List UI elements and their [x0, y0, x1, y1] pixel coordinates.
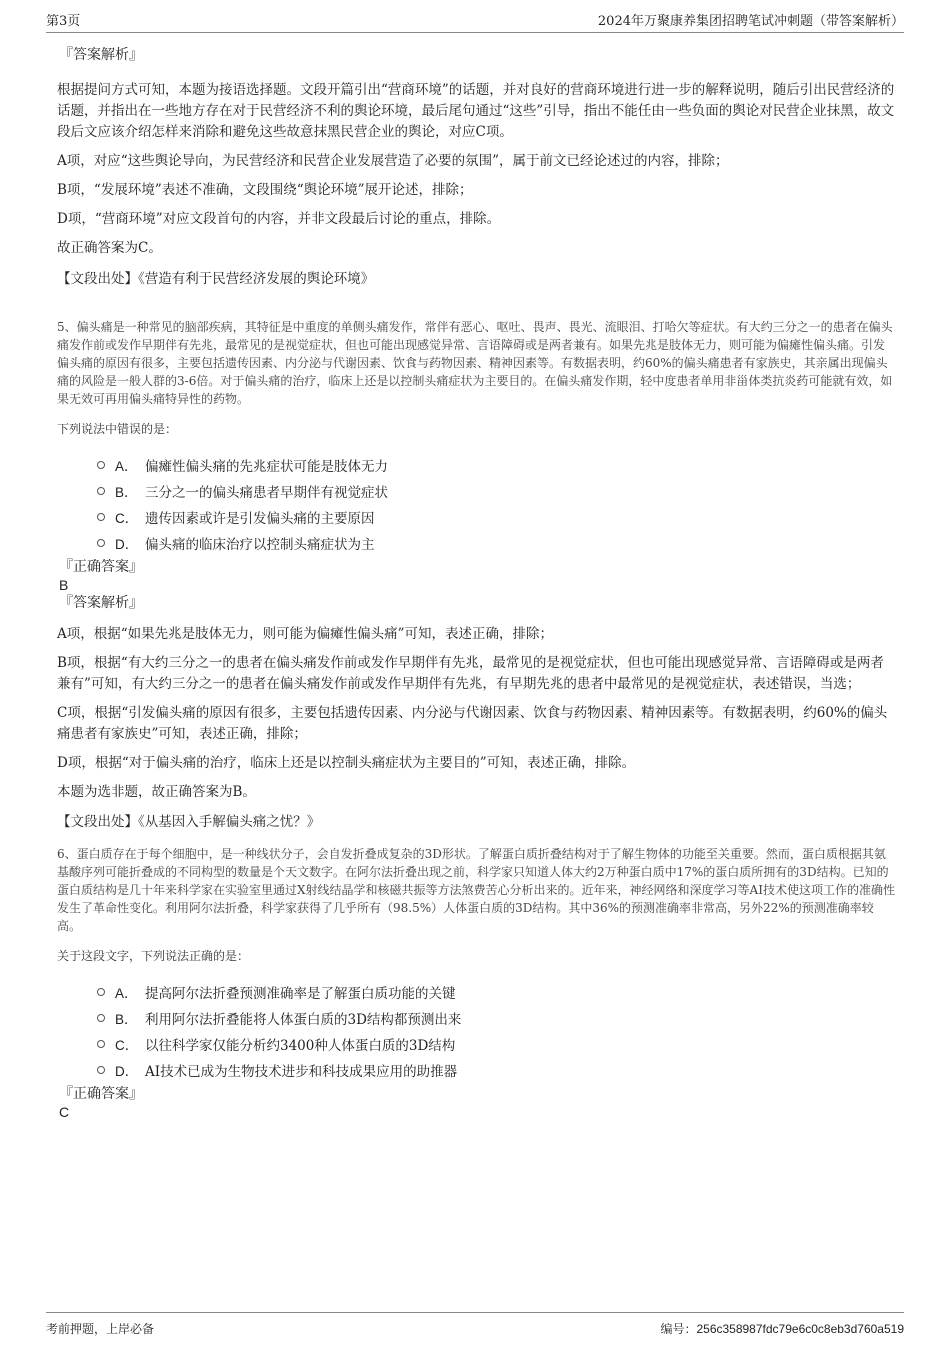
- q5-conclusion: 本题为选非题，故正确答案为B。: [57, 784, 256, 800]
- q5-answer: B: [59, 577, 69, 593]
- q4-conclusion: 故正确答案为C。: [57, 240, 162, 256]
- q6-passage: 6、蛋白质存在于每个细胞中，是一种线状分子，会自发折叠成复杂的3D形状。了解蛋白质折叠结构对于了解生物体的功能至关重要。然而，蛋白质根据其氨基酸序列可能折叠成的不同构型的数量是个天文数字。在阿尔法折叠出现之前，科学家只知道人体大约2万种蛋白质中17%的蛋白质所拥有的3D结构。已知的蛋白质结构是几十年来科学家在实验室里通过X射线结晶学和核磁共振等方法煞费苦心分析出来的。近年来，神经网络和深度学习等AI技术使这项工作的准确性发生了革命性变化。利用阿尔法折叠，科学家获得了几乎所有（98.5%）人体蛋白质的3D结构。其中36%的预测准确率非常高，另外22%的预测准确率较高。: [57, 847, 895, 933]
- q6-option-d[interactable]: D． AI技术已成为生物技术进步和科技成果应用的助推器: [97, 1057, 895, 1083]
- radio-icon[interactable]: [97, 487, 105, 495]
- radio-icon[interactable]: [97, 1014, 105, 1022]
- radio-icon[interactable]: [97, 1040, 105, 1048]
- q5-analysis-a: A项，根据“如果先兆是肢体无力，则可能为偏瘫性偏头痛”可知，表述正确，排除；: [57, 626, 554, 642]
- q5-question: 下列说法中错误的是：: [57, 422, 178, 436]
- q5-analysis-d: D项，根据“对于偏头痛的治疗，临床上还是以控制头痛症状为主要目的”可知，表述正确，排除。: [57, 755, 636, 771]
- q5-option-b[interactable]: B． 三分之一的偏头痛患者早期伴有视觉症状: [97, 478, 895, 504]
- q5-option-a[interactable]: A． 偏瘫性偏头痛的先兆症状可能是肢体无力: [97, 452, 895, 478]
- q5-option-c[interactable]: C． 遗传因素或许是引发偏头痛的主要原因: [97, 504, 895, 530]
- q4-analysis-main: 根据提问方式可知，本题为接语选择题。文段开篇引出“营商环境”的话题，并对良好的营商环境进行进一步的解释说明，随后引出民营经济的话题，并指出在一些地方存在对于民营经济不利的舆论环境，最后尾句通过“这些”引导，指出不能任由一些负面的舆论对民营企业抹黑，故文段后文应该介绍怎样来消除和避免这些故意抹黑民营企业的舆论，对应C项。: [57, 82, 895, 140]
- radio-icon[interactable]: [97, 513, 105, 521]
- q5-option-d[interactable]: D． 偏头痛的临床治疗以控制头痛症状为主: [97, 530, 895, 556]
- q5-options: [97, 452, 895, 556]
- q6-question: 关于这段文字，下列说法正确的是：: [57, 949, 250, 963]
- radio-icon[interactable]: [97, 988, 105, 996]
- document-title: 2024年万聚康养集团招聘笔试冲刺题（带答案解析）: [597, 14, 904, 29]
- page-footer: [46, 1312, 904, 1337]
- radio-icon[interactable]: [97, 539, 105, 547]
- q6-option-c[interactable]: C． 以往科学家仅能分析约3400种人体蛋白质的3D结构: [97, 1031, 895, 1057]
- q5-source: 【文段出处】《从基因入手解偏头痛之忧？》: [57, 814, 321, 830]
- q6-options: [97, 979, 895, 1083]
- q4-source: 【文段出处】《营造有利于民营经济发展的舆论环境》: [57, 271, 375, 287]
- document-body: [57, 46, 895, 1121]
- radio-icon[interactable]: [97, 461, 105, 469]
- page-header: [46, 10, 904, 33]
- footer-code: 编号：256c358987fdc79e6c0c8eb3d760a519: [660, 1322, 904, 1336]
- q6-answer: C: [59, 1104, 70, 1120]
- q5-analysis-b: B项，根据“有大约三分之一的患者在偏头痛发作前或发作早期伴有先兆，最常见的是视觉症状，但也可能出现感觉异常、言语障碍或是两者兼有”可知，有大约三分之一的患者在偏头痛发作前或发作早期伴有先兆，有早期先兆的患者中最常见的是视觉症状，表述错误，当选；: [57, 655, 884, 692]
- footer-slogan: 考前押题，上岸必备: [46, 1322, 155, 1336]
- q5-analysis-label: 『答案解析』: [59, 595, 143, 611]
- q4-analysis-b: B项，“发展环境”表述不准确，文段围绕“舆论环境”展开论述，排除；: [57, 182, 473, 198]
- q6-option-a[interactable]: A． 提高阿尔法折叠预测准确率是了解蛋白质功能的关键: [97, 979, 895, 1005]
- q6-answer-label: 『正确答案』: [59, 1086, 143, 1102]
- q5-passage: 5、偏头痛是一种常见的脑部疾病，其特征是中重度的单侧头痛发作，常伴有恶心、呕吐、畏声、畏光、流眼泪、打哈欠等症状。有大约三分之一的患者在偏头痛发作前或发作早期伴有先兆，最常见的是视觉症状，但也可能出现感觉异常、言语障碍或是两者兼有。如果先兆是肢体无力，则可能为偏瘫性偏头痛。引发偏头痛的原因有很多，主要包括遗传因素、内分泌与代谢因素、饮食与药物因素、精神因素等。有数据表明，约60%的偏头痛患者有家族史，其亲属出现偏头痛的风险是一般人群的3-6倍。对于偏头痛的治疗，临床上还是以控制头痛症状为主要目的。在偏头痛发作期，轻中度患者单用非甾体类抗炎药可能就有效，如果无效可再用偏头痛特异性的药物。: [57, 320, 893, 406]
- q4-analysis-a: A项，对应“这些舆论导向，为民营经济和民营企业发展营造了必要的氛围”，属于前文已经论述过的内容，排除；: [57, 153, 729, 169]
- radio-icon[interactable]: [97, 1066, 105, 1074]
- q4-analysis-d: D项，“营商环境”对应文段首句的内容，并非文段最后讨论的重点，排除。: [57, 211, 501, 227]
- q5-answer-label: 『正确答案』: [59, 559, 143, 575]
- page-number: 第3页: [46, 14, 81, 29]
- q5-analysis-c: C项，根据“引发偏头痛的原因有很多，主要包括遗传因素、内分泌与代谢因素、饮食与药物因素、精神因素等。有数据表明，约60%的偏头痛患者有家族史”可知，表述正确，排除；: [57, 705, 888, 742]
- q4-analysis-label: 『答案解析』: [59, 47, 143, 63]
- q6-option-b[interactable]: B． 利用阿尔法折叠能将人体蛋白质的3D结构都预测出来: [97, 1005, 895, 1031]
